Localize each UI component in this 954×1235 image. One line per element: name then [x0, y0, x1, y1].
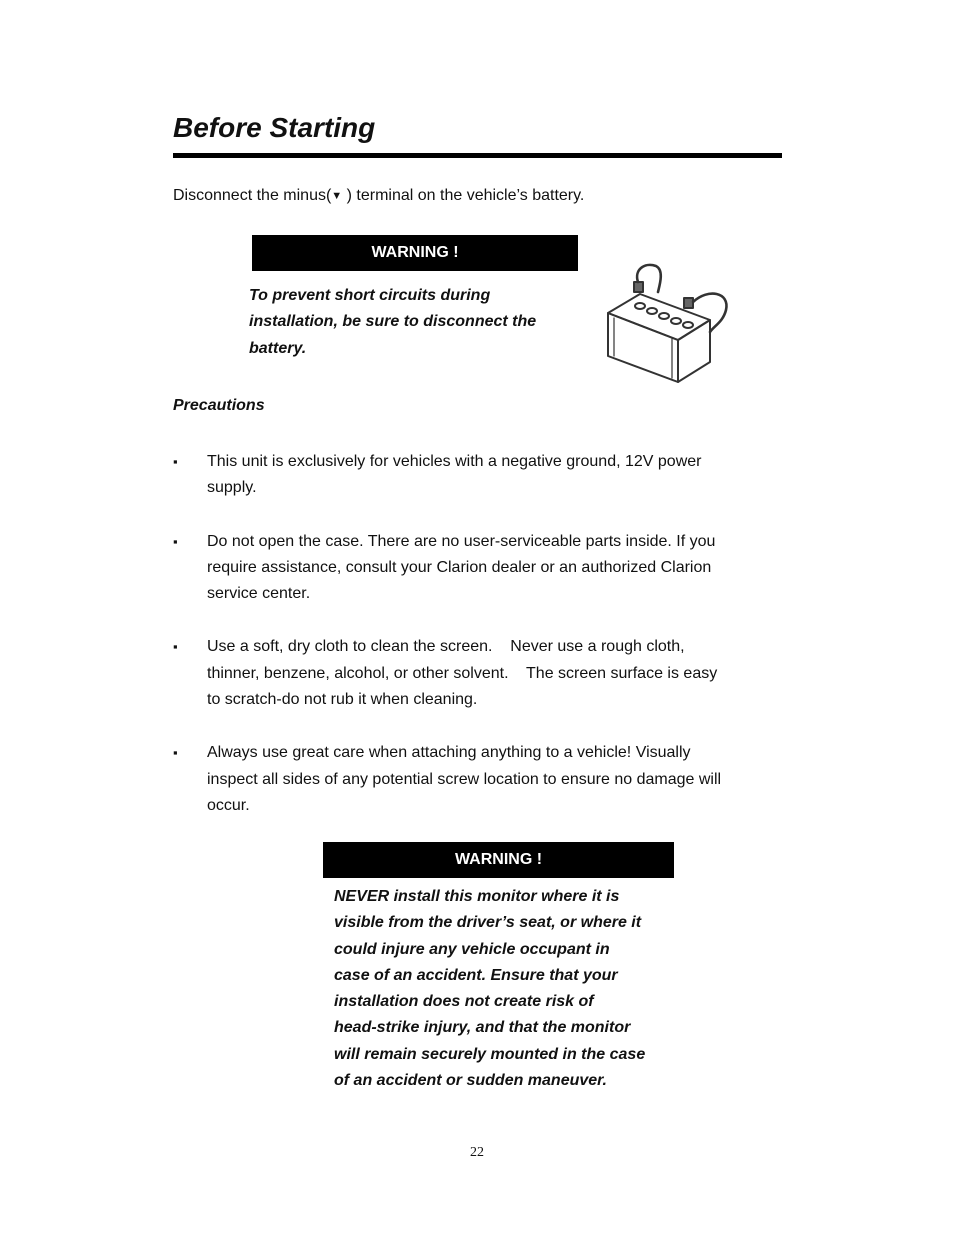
list-item-line: service center.	[207, 585, 311, 603]
bullet-icon: ▪	[173, 639, 178, 655]
page-number: 22	[470, 1145, 484, 1160]
intro-text	[173, 187, 584, 205]
warning-line: installation does not create risk of	[334, 993, 594, 1011]
warning-banner	[252, 235, 578, 271]
list-item-line: require assistance, consult your Clarion dealer or an authorized Clarion	[207, 558, 712, 576]
bullet-icon: ▪	[173, 745, 178, 761]
warning-line: head-strike injury, and that the monitor	[334, 1019, 631, 1037]
title-underline	[173, 153, 782, 158]
warning-line: visible from the driver’s seat, or where it	[334, 914, 642, 932]
list-item	[173, 634, 783, 713]
list-item-line: inspect all sides of any potential screw location to ensure no damage will	[207, 770, 722, 788]
list-item-line: to scratch-do not rub it when cleaning.	[207, 691, 478, 709]
list-item-line: Do not open the case. There are no user-serviceable parts inside. If you	[207, 532, 716, 550]
list-item-line: thinner, benzene, alcohol, or other solvent. The screen surface is easy	[207, 664, 718, 682]
battery-icon	[598, 258, 732, 386]
intro-text-end: ) terminal on the vehicle’s battery.	[342, 187, 585, 204]
warning-line: To prevent short circuits during	[249, 287, 491, 304]
list-item-line: occur.	[207, 796, 250, 814]
warning-label: WARNING !	[454, 851, 543, 868]
warning-line: NEVER install this monitor where it is	[334, 888, 620, 905]
warning-line: battery.	[249, 339, 307, 357]
warning-line: of an accident or sudden maneuver.	[334, 1072, 607, 1090]
page-title: Before Starting	[173, 112, 376, 143]
list-item-line: Always use great care when attaching anything to a vehicle! Visually	[207, 744, 691, 762]
warning-text	[249, 283, 589, 362]
minus-terminal-icon: ▼	[331, 190, 343, 202]
warning-line: will remain securely mounted in the case	[334, 1045, 646, 1063]
warning-line: could injure any vehicle occupant in	[334, 940, 610, 958]
list-item-line: supply.	[207, 479, 257, 497]
warning-text	[334, 884, 684, 1094]
warning-banner	[323, 842, 674, 878]
precautions-list	[173, 449, 783, 846]
warning-label: WARNING !	[371, 244, 459, 261]
list-item-line: Use a soft, dry cloth to clean the screen. Never use a rough cloth,	[207, 638, 685, 656]
bullet-icon: ▪	[173, 533, 178, 549]
warning-line: case of an accident. Ensure that your	[334, 966, 618, 984]
warning-line: installation, be sure to disconnect the	[249, 313, 537, 331]
list-item-line: This unit is exclusively for vehicles with a negative ground, 12V power	[207, 453, 702, 470]
bullet-icon: ▪	[173, 454, 178, 469]
precautions-heading: Precautions	[173, 397, 265, 414]
list-item	[173, 529, 783, 608]
intro-text-start: Disconnect the minus(	[173, 187, 332, 204]
list-item	[173, 740, 783, 819]
list-item	[173, 449, 783, 502]
